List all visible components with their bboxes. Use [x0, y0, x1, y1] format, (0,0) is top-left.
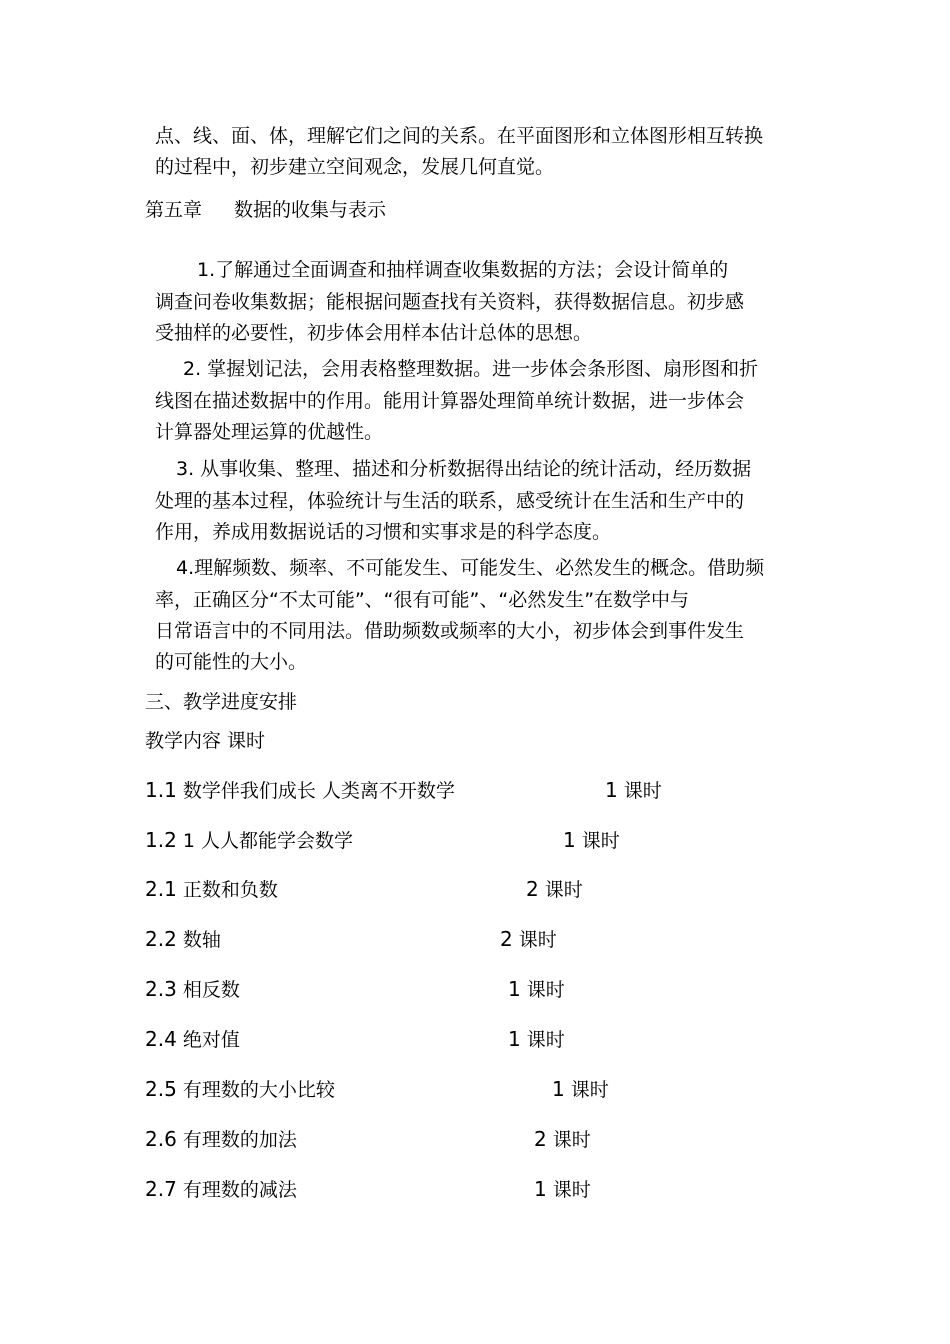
lesson-hours: 2 课时: [526, 877, 583, 901]
lesson-number: 2.4: [145, 1027, 177, 1051]
schedule-row: [145, 826, 795, 854]
objective-item-2-line-2: 线图在描述数据中的作用。能用计算器处理简单统计数据，进一步体会: [155, 390, 745, 412]
lesson-hours: 1 课时: [605, 778, 662, 802]
lesson-hours: 1 课时: [534, 1177, 591, 1201]
chapter-title: 数据的收集与表示: [234, 199, 387, 221]
objective-item-1: [155, 254, 810, 349]
chapter-label: 第五章: [145, 199, 203, 221]
chapter-heading: [145, 196, 386, 224]
objective-item-2-line-1: 2. 掌握划记法，会用表格整理数据。进一步体会条形图、扇形图和折: [183, 358, 759, 380]
lesson-number: 2.2: [145, 927, 177, 951]
lesson-hours: 2 课时: [534, 1127, 591, 1151]
lesson-number: 2.7: [145, 1177, 177, 1201]
lesson-hours: 2 课时: [500, 927, 557, 951]
objective-item-4-line-3: 日常语言中的不同用法。借助频数或频率的大小，初步体会到事件发生: [155, 620, 745, 642]
lesson-number: 2.3: [145, 977, 177, 1001]
schedule-row: [145, 875, 795, 903]
objective-item-3-line-3: 作用，养成用数据说话的习惯和实事求是的科学态度。: [155, 521, 612, 543]
objective-item-3-line-2: 处理的基本过程，体验统计与生活的联系，感受统计在生活和生产中的: [155, 490, 745, 512]
intro-line-1: 点、线、面、体，理解它们之间的关系。在平面图形和立体图形相互转换: [155, 125, 764, 147]
objective-item-1-line-2: 调查问卷收集数据；能根据问题查找有关资料，获得数据信息。初步感: [155, 291, 745, 313]
lesson-hours: 1 课时: [508, 977, 565, 1001]
objective-item-4-line-2: 率，正确区分“不太可能”、“很有可能”、“必然发生”在数学中与: [155, 589, 690, 611]
lesson-number: 2.5: [145, 1077, 177, 1101]
lesson-topic: 相反数: [182, 979, 240, 1001]
objective-item-3-line-1: 3. 从事收集、整理、描述和分析数据得出结论的统计活动，经历数据: [176, 458, 752, 480]
lesson-number: 1.2: [145, 828, 177, 852]
objective-item-2-line-3: 计算器处理运算的优越性。: [155, 421, 384, 443]
lesson-topic: 有理数的加法: [182, 1129, 297, 1151]
objective-item-4-line-1: 4.理解频数、频率、不可能发生、可能发生、必然发生的概念。借助频: [176, 557, 765, 579]
section-heading: 三、教学进度安排: [145, 691, 298, 713]
schedule-row: [145, 1175, 795, 1203]
schedule-row: [145, 1075, 795, 1103]
objective-item-1-line-3: 受抽样的必要性，初步体会用样本估计总体的思想。: [155, 322, 593, 344]
schedule-row: [145, 1125, 795, 1153]
lesson-topic: 正数和负数: [182, 879, 278, 901]
lesson-topic: 有理数的大小比较: [182, 1079, 335, 1101]
objective-item-4-line-4: 的可能性的大小。: [155, 651, 308, 673]
lesson-number: 2.6: [145, 1127, 177, 1151]
objective-item-2: [155, 353, 810, 448]
lesson-topic: 数学伴我们成长 人类离不开数学: [182, 780, 455, 802]
objective-item-4: [155, 552, 810, 678]
intro-line-2: 的过程中，初步建立空间观念，发展几何直觉。: [155, 156, 555, 178]
lesson-topic: 有理数的减法: [182, 1179, 297, 1201]
lesson-topic: 1 人人都能学会数学: [182, 830, 353, 852]
lesson-topic: 绝对值: [182, 1029, 240, 1051]
objective-item-1-line-1: 1.了解通过全面调查和抽样调查收集数据的方法；会设计简单的: [197, 259, 729, 281]
schedule-row: [145, 975, 795, 1003]
schedule-row: [145, 925, 795, 953]
lesson-number: 2.1: [145, 877, 177, 901]
intro-paragraph: [155, 121, 810, 183]
lesson-hours: 1 课时: [552, 1077, 609, 1101]
schedule-row: [145, 776, 795, 804]
lesson-hours: 1 课时: [508, 1027, 565, 1051]
schedule-row: [145, 1025, 795, 1053]
schedule-header: 教学内容 课时: [145, 730, 266, 752]
lesson-topic: 数轴: [182, 929, 221, 951]
lesson-hours: 1 课时: [563, 828, 620, 852]
objective-item-3: [155, 453, 810, 548]
lesson-number: 1.1: [145, 778, 177, 802]
